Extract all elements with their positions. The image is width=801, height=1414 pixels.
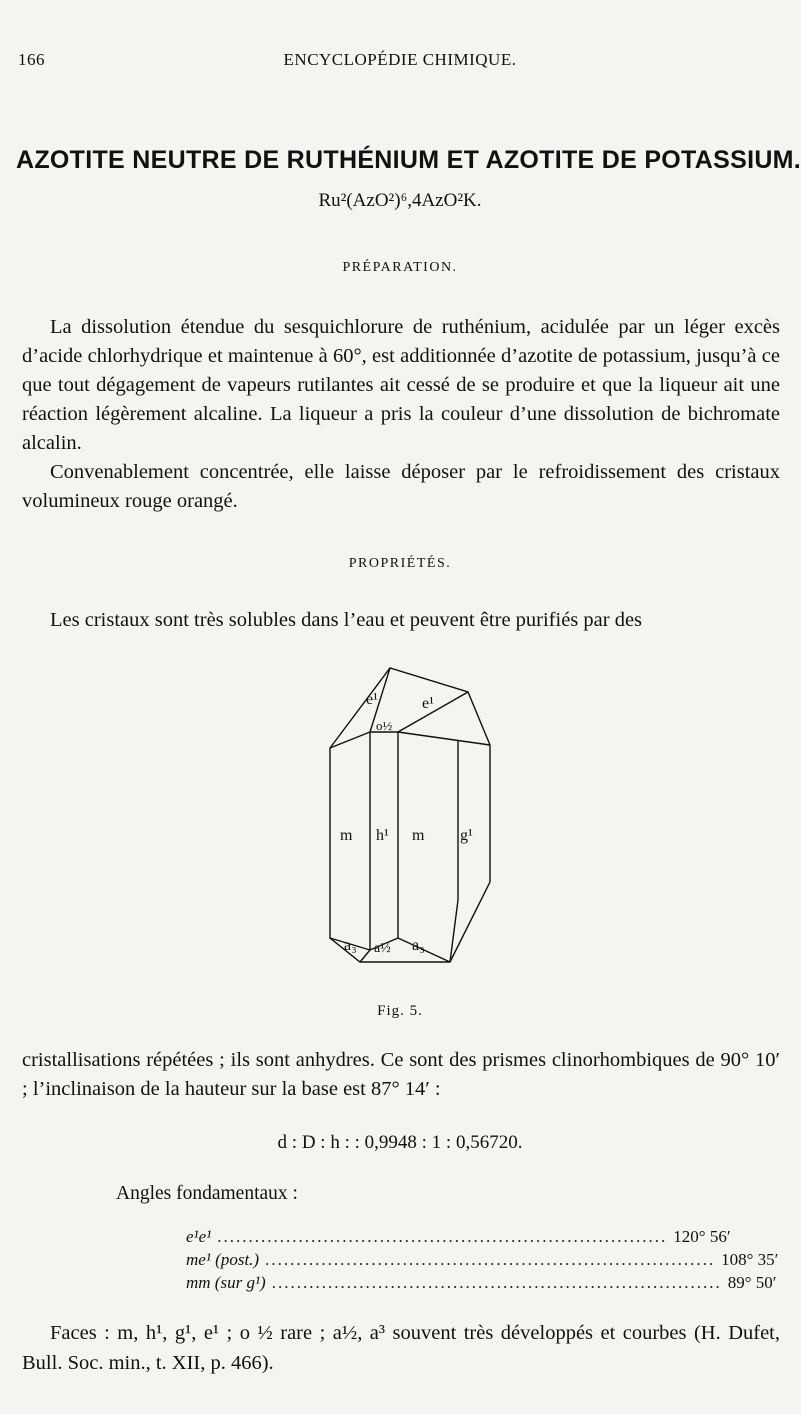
preparation-heading: PRÉPARATION. xyxy=(342,260,458,275)
properties-line-1-block xyxy=(22,606,780,635)
properties-continuation-block xyxy=(22,1046,780,1104)
page-number: 166 xyxy=(18,50,45,69)
figure-caption: Fig. 5. xyxy=(377,1003,423,1019)
angles-title: Angles fondamentaux : xyxy=(116,1183,298,1204)
label-o-half: o½ xyxy=(376,718,393,733)
preparation-text xyxy=(22,313,780,516)
label-m-left: m xyxy=(340,827,353,844)
leader-dots: ........................................................................ xyxy=(217,1227,668,1246)
label-e1-right: e¹ xyxy=(422,695,434,712)
properties-line-1: Les cristaux sont très solubles dans l’eau et peuvent être purifiés par des xyxy=(50,609,643,631)
crystal-figure xyxy=(300,660,520,1020)
preparation-paragraph-2: Convenablement concentrée, elle laisse déposer par le refroidissement des cristaux volumineux rouge orangé. xyxy=(22,461,780,512)
label-a3-left: a₃ xyxy=(344,937,357,954)
angles-table xyxy=(186,1227,779,1296)
properties-continuation: cristallisations répétées ; ils sont anhydres. Ce sont des prismes clinorhombiques de 90° 10′ ; l’inclinaison de la hauteur sur la base est 87° 14′ : xyxy=(22,1049,780,1100)
label-a3-right: a₃ xyxy=(412,937,425,954)
faces-block xyxy=(22,1318,780,1378)
properties-heading: PROPRIÉTÉS. xyxy=(348,556,452,571)
angle-row xyxy=(186,1273,777,1296)
label-m-right: m xyxy=(412,827,425,844)
label-e1-left: e¹ xyxy=(366,691,378,708)
leader-dots: ........................................................................ xyxy=(271,1273,722,1292)
preparation-paragraph-1: La dissolution étendue du sesquichlorure de ruthénium, acidulée par un léger excès d’acide chlorhydrique et maintenue à 60°, est additionnée d’azotite de potassium, jusqu’à ce que tout dégagement de vapeurs rutilantes ait cessé de se produire et que la liqueur ait une réaction légèrement alcaline. La liqueur a pris la couleur d’une dissolution de bichromate alcalin. xyxy=(22,316,780,454)
angle-label: mm (sur g¹) xyxy=(186,1273,266,1292)
label-h1: h¹ xyxy=(376,827,389,844)
angle-value: 120° 56′ xyxy=(673,1227,731,1246)
angle-label: me¹ (post.) xyxy=(186,1250,260,1269)
running-header xyxy=(18,50,782,74)
running-title: ENCYCLOPÉDIE CHIMIQUE. xyxy=(283,50,517,69)
angle-value: 108° 35′ xyxy=(721,1250,779,1269)
crystal-drawing xyxy=(300,660,520,1020)
angle-label: e¹e¹ xyxy=(186,1227,212,1246)
faces-text: Faces : m, h¹, g¹, e¹ ; o ½ rare ; a½, a³ souvent très développés et courbes (H. Dufet, Bull. Soc. min., t. XII, p. 466). xyxy=(22,1322,780,1374)
label-g1: g¹ xyxy=(460,827,473,844)
axial-ratio: d : D : h : : 0,9948 : 1 : 0,56720. xyxy=(277,1132,523,1153)
crystal-outline xyxy=(330,668,490,962)
article-title: AZOTITE NEUTRE DE RUTHÉNIUM ET AZOTITE DE POTASSIUM. xyxy=(16,146,801,174)
chemical-formula: Ru²(AzO²)⁶,4AzO²K. xyxy=(318,190,482,211)
angle-row xyxy=(186,1227,731,1250)
leader-dots: ........................................................................ xyxy=(265,1250,716,1269)
angle-row xyxy=(186,1250,779,1273)
angle-value: 89° 50′ xyxy=(727,1273,777,1292)
label-a-half: a½ xyxy=(374,941,391,956)
